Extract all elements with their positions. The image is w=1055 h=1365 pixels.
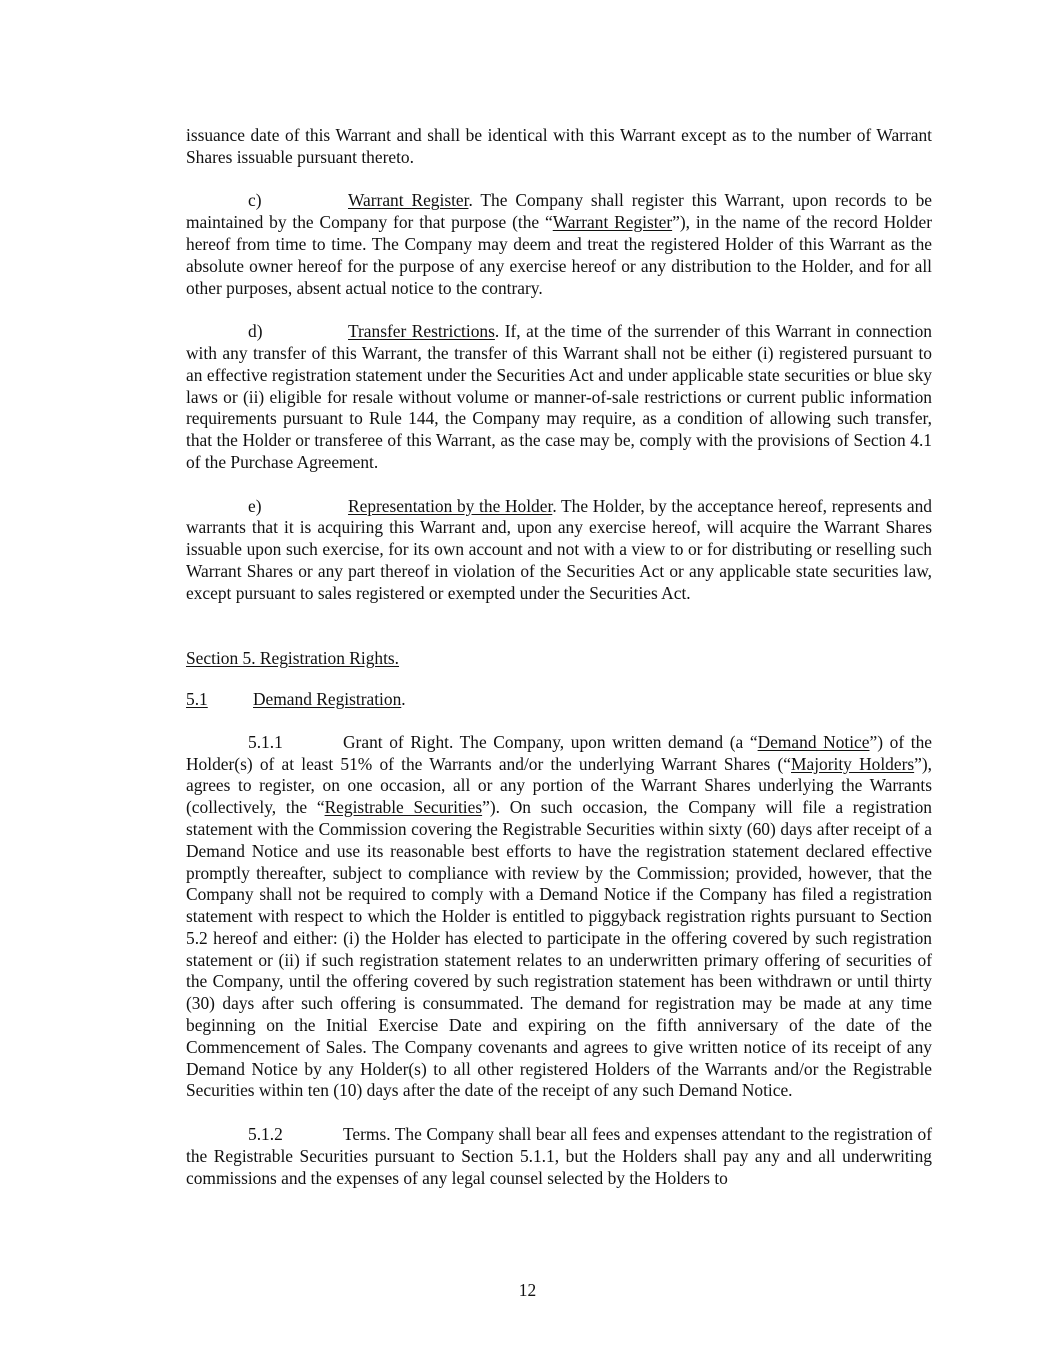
defined-term-majority-holders: Majority Holders xyxy=(791,753,915,774)
paragraph-e-text: . The Holder, by the acceptance hereof, represents and warrants that it is acquiring this Warrant and, upon any exercise hereof, will acquire the Warrant Shares issuable upon such exercise, for its own account and not with a view to or for distributing or reselling such Warrant Shares or any part thereof in violation of the Securities Act or any applicable state securities law, except pursuant to sales registered or exempted under the Securities Act. xyxy=(186,495,932,603)
section-5-1-title: Demand Registration xyxy=(253,688,402,709)
section-5-1-2-text: Terms. The Company shall bear all fees and expenses attendant to the registration of the Registrable Securities pursuant to Section 5.1.1, but the Holders shall pay any and all underwriting commissions and the expenses of any legal counsel selected by the Holders to xyxy=(186,1124,932,1188)
paragraph-e-heading: Representation by the Holder xyxy=(348,495,553,516)
section-5-heading xyxy=(186,648,932,670)
document-body xyxy=(186,125,932,1189)
paragraph-d-text: . If, at the time of the surrender of this Warrant in connection with any transfer of this Warrant, the transfer of this Warrant shall not be either (i) registered pursuant to an effective registration statement under the Securities Act and under applicable state securities or blue sky laws or (ii) eligible for resale without volume or manner-of-sale restrictions or current public information requirements pursuant to Rule 144, the Company may require, as a condition of allowing such transfer, that the Holder or transferee of this Warrant, as the case may be, comply with the provisions of Section 4.1 of the Purchase Agreement. xyxy=(186,321,932,472)
section-5-1-1-number: 5.1.1 xyxy=(248,731,283,752)
defined-term-demand-notice: Demand Notice xyxy=(757,731,870,752)
section-5-1-number: 5.1 xyxy=(186,688,208,709)
section-5-1-1 xyxy=(186,732,932,1103)
section-5-1-1-text-2: ”) of the Holder(s) of at least 51% of the Warrants and/or the underlying Warrant Shares (“ xyxy=(186,731,932,774)
section-5-1-heading xyxy=(186,689,932,711)
paragraph-c xyxy=(186,190,932,299)
carryover-paragraph xyxy=(186,125,932,169)
paragraph-c-text-2: ”), in the name of the record Holder hereof from time to time. The Company may deem and treat the registered Holder of this Warrant as the absolute owner hereof for the purpose of any exercise hereof or any distribution to the Holder, and for all other purposes, absent actual notice to the contrary. xyxy=(186,212,932,298)
carryover-text: issuance date of this Warrant and shall be identical with this Warrant except as to the number of Warrant Shares issuable pursuant thereto. xyxy=(186,125,932,167)
section-5-1-2-number: 5.1.2 xyxy=(248,1124,283,1145)
section-5-1-1-text-4: ”). On such occasion, the Company will file a registration statement with the Commission covering the Registrable Securities within sixty (60) days after receipt of a Demand Notice and use its reasonable best efforts to have the registration statement declared effective promptly thereafter, subject to compliance with review by the Commission; provided, however, that the Company shall not be required to comply with a Demand Notice if the Company has filed a registration statement with respect to which the Holder is entitled to piggyback registration rights pursuant to Section 5.2 hereof and either: (i) the Holder has elected to participate in the offering covered by such registration statement or (ii) if such registration statement relates to an underwritten primary offering of securities of the Company, until the offering covered by such registration statement has been withdrawn or until thirty (30) days after such offering is consummated. The demand for registration may be made at any time beginning on the Initial Exercise Date and expiring on the fifth anniversary of the date of the Commencement of Sales. The Company covenants and agrees to give written notice of its receipt of any Demand Notice by any Holder(s) to all other registered Holders of the Warrants and/or the Registrable Securities within ten (10) days after the date of the receipt of any such Demand Notice. xyxy=(186,797,932,1101)
section-5-1-period: . xyxy=(401,688,406,709)
section-5-1-1-text-1: Grant of Right. The Company, upon written demand (a “ xyxy=(343,731,758,752)
paragraph-c-text-1: . The Company shall register this Warrant, upon records to be maintained by the Company for that purpose (the “ xyxy=(186,190,932,233)
paragraph-c-heading: Warrant Register xyxy=(348,190,469,211)
paragraph-d-label: d) xyxy=(248,321,263,342)
paragraph-c-label: c) xyxy=(248,190,262,211)
paragraph-e xyxy=(186,496,932,605)
page-number: 12 xyxy=(518,1280,537,1300)
paragraph-d xyxy=(186,321,932,474)
paragraph-c-defined-term: Warrant Register xyxy=(552,212,673,233)
paragraph-e-label: e) xyxy=(248,495,262,516)
section-5-heading-text: Section 5. Registration Rights. xyxy=(186,648,400,669)
paragraph-d-heading: Transfer Restrictions xyxy=(348,321,495,342)
defined-term-registrable-securities: Registrable Securities xyxy=(324,797,483,818)
section-5-1-2 xyxy=(186,1124,932,1189)
section-5-1-1-text-3: ”), agrees to register, on one occasion, all or any portion of the Warrant Shares underlying the Warrants (collectively, the “ xyxy=(186,753,932,818)
